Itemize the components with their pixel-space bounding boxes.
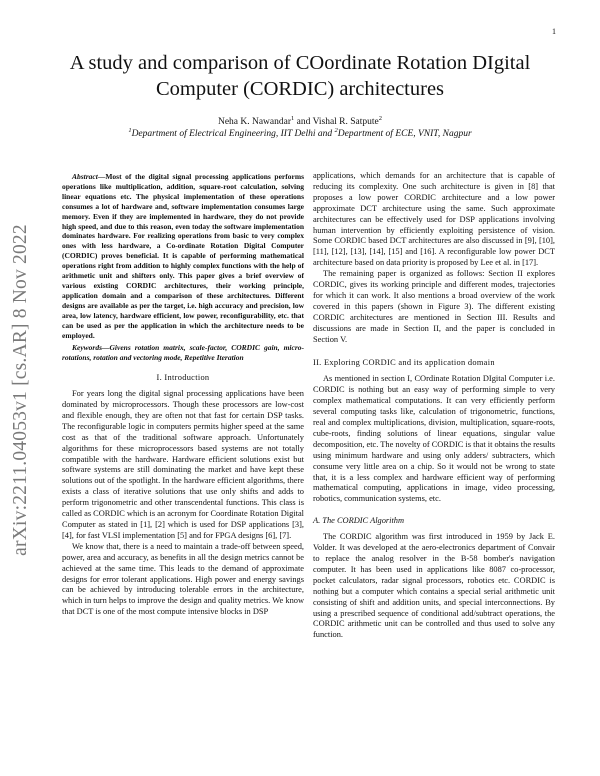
page-number: 1 <box>552 27 556 36</box>
keywords <box>62 343 304 363</box>
intro-paragraph-continued: applications, which demands for an architecture that is capable of reducing its complexity. One such architecture is given in [8] that proposes a low power CORDIC architecture and a low power approximate DCT architecture using the same. Such approximate architectures can be effectively used for DSP applications involving human intervention by efficiently exploiting persistence of vision. Some CORDIC based DCT architectures are also discussed in [9], [10], [11], [12], [13], [14], [15] and [16]. A reconfigurable low power DCT architecture based on data priority is proposed by Lee et al. in [17]. <box>313 171 555 268</box>
intro-paragraph-2: We know that, there is a need to maintain a trade-off between speed, power, area and accuracy, as benefits in all the design metrics cannot be achieved at the same time. This leads to the demand of approximate designs for error tolerant applications. High power and energy savings can be achieved by introducing tolerable errors in the architecture, which in turn helps to improve the design and quality metrics. We know that DCT is one of the most compute intensive blocks in DSP <box>62 541 304 617</box>
paper-title: A study and comparison of COordinate Rotation DIgital Computer (CORDIC) architectures <box>69 52 531 100</box>
authors-line <box>40 116 560 128</box>
section-2-heading: II. Exploring CORDIC and its application domain <box>313 357 495 367</box>
affil-1-text: Department of Electrical Engineering, IIT Delhi and <box>131 129 335 139</box>
arxiv-stamp <box>4 190 38 590</box>
authors-and: and <box>294 117 313 127</box>
organization-paragraph: The remaining paper is organized as follows: Section II explores CORDIC, gives its working principle and different modes, trajectories for which it can work. It also mentions a broad overview of the work covered in this papers (shown in Figure 3). The different existing CORDIC architectures are mentioned in Section III. Results and discussions are made in Section II, and the paper is concluded in Section V. <box>313 269 555 344</box>
author-1: Neha K. Nawandar <box>217 117 292 127</box>
section-2-paragraph-1: As mentioned in section I, COrdinate Rotation DIgital Computer i.e. CORDIC is nothing but an easy way of performing simple to very complex mathematical computations. It can very efficiently perform several computing tasks like, calculation of trigonometric, functions, real and complex multiplications, division, multiplication, square-roots, cube-roots, finding solutions of linear equations, singular value decomposition, etc. The novelty of CORDIC is that it obtains the results using minimum hardware and using only adders/ subtracters, which consume very little area on a chip. So it would not be wrong to state that, it is a less complex and hardware efficient way of performing mathematical computing, applications in image, video processing, robotics, communication systems, etc. <box>313 374 555 504</box>
intro-paragraph-1: For years long the digital signal processing applications have been dominated by microprocessors. Though these processors are low-cost and flexible enough, they are often not that fast for certain DSP tasks. The reconfigurable logic in computers permits higher speed at the same cost as that of the traditional software approach. Unfortunately algorithms for these microprocessors based systems are not totally compatible with the hardware. Hardware efficient solutions exist but software systems are still dominating the market and have kept these solutions out of the spotlight. In the hardware efficient algorithms, there exists a class of iterative solutions that use only shifts and adds to perform trigonometric and other transcendental functions. This class is called as CORDIC which is an acronym for Coordinate Rotation Digital Computer as stated in [1], [2] which is used for DSP applications [3], [4], for fast VLSI implementation [5] and for FPGA designs [6], [7]. <box>62 389 304 540</box>
arxiv-stamp-text: arXiv:2211.04053v1 [cs.AR] 8 Nov 2022 <box>10 224 31 556</box>
section-1-heading: I. Introduction <box>156 373 210 383</box>
right-column <box>313 171 555 641</box>
affiliations-line <box>40 128 560 140</box>
affil-2-sup: 2 <box>334 127 338 134</box>
affil-2-text: Department of ECE, VNIT, Nagpur <box>337 129 472 139</box>
abstract <box>62 172 304 340</box>
author-2-sup: 2 <box>378 115 383 122</box>
affil-1-sup: 1 <box>128 127 132 134</box>
abstract-text: —Most of the digital signal processing applications performs operations like multiplication, addition, square-root calculation, solving linear equations etc. The physical implementation of these operations consumes a lot of hardware and, software implementation consumes large memory. Even if they are implemented in hardware, they do not provide high speed, and due to this reason, even today the software implementation dominates hardware. For realizing operations from basic to very complex ones with less hardware, a Co-ordinate Rotation Digital Computer (CORDIC) proves beneficial. It is capable of performing mathematical operations right from addition to highly complex functions with the help of arithmetic unit and shifters only. This paper gives a brief overview of various existing CORDIC architectures, their working principle, application domain and a comparison of these architectures. Different designs are available as per the target, i.e. high accuracy and precision, low area, low latency, hardware efficient, low power, reconfigurability, etc. that can be used as per the application in which the architecture needs to be employed. <box>62 172 304 340</box>
author-2: Vishal R. Satpute <box>312 117 379 127</box>
keywords-text: —Givens rotation matrix, scale-factor, CORDIC gain, micro-rotations, rotation and vectoring mode, Repetitive Iteration <box>62 343 304 363</box>
subsection-a-heading: A. The CORDIC Algorithm <box>313 516 405 526</box>
abstract-lead: Abstract <box>72 172 98 181</box>
keywords-lead: Keywords <box>72 343 102 353</box>
author-1-sup: 1 <box>291 115 295 122</box>
subsection-a-paragraph: The CORDIC algorithm was first introduced in 1959 by Jack E. Volder. It was developed at the aero-electronics department of Convair to replace the analog resolver in the B-58 bomber's navigation computer. It has been used in applications like 8087 co-processor, pocket calculators, radar signal processors, robotics etc. CORDIC is nothing but a computer which contains a special serial arithmetic unit consisting of shift and addition units, and special interconnections. By using a prescribed sequence of conditional add/subtract operations, the CORDIC arithmetic unit can be controlled and thus used to solve any function. <box>313 532 555 640</box>
left-column <box>62 172 304 618</box>
